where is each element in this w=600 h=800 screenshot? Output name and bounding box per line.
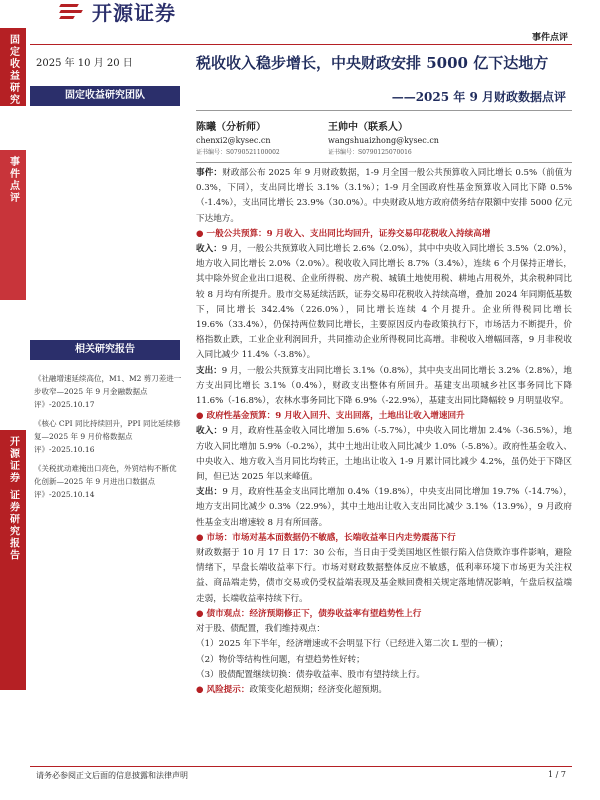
related-report-item[interactable]: 《关税扰动难掩出口亮色，外贸结构不断优化创新—2025 年 9 月进出口数据点评》-2025.10.14 bbox=[34, 464, 177, 499]
side-tag-kysec: 开源证券 证券研究报告 bbox=[0, 430, 26, 690]
related-reports-list bbox=[34, 372, 182, 507]
side-tag-event: 事件点评 bbox=[0, 150, 26, 300]
report-subtitle: ——2025 年 9 月财政数据点评 bbox=[391, 90, 566, 104]
fund-expense-label: 支出： bbox=[196, 487, 223, 498]
expense-text: 9 月，一般公共预算支出同比增长 3.1%（0.8%），其中央支出同比增长 3.2%（2.8%），地方支出同比增长 3.1%（0.4%），财政支出整体有所回升。基建支出项城乡社区事务同比下降 11.6%（-16.8%），农林水事务同比下降 6.9%（-22.9%），基建支出同比降幅较 9 月明显收窄。 bbox=[196, 365, 573, 407]
risk-label: ● 风险提示： bbox=[196, 684, 250, 695]
disclaimer-note: 请务必参阅正文后面的信息披露和法律声明 bbox=[36, 771, 188, 780]
author-cert: 证书编号：S0790125070016 bbox=[328, 149, 412, 156]
related-report-item[interactable]: 《核心 CPI 同比持续回升，PPI 同比延续修复—2025 年 9 月价格数据点评》-2025.10.16 bbox=[34, 419, 181, 454]
view-item: （1）2025 年下半年，经济增速或不会明显下行（已经进入第二次 L 型的一横）； bbox=[196, 639, 508, 650]
report-title: 税收收入稳步增长，中央财政安排 5000 亿下达地方 bbox=[196, 54, 549, 72]
header-tag: 事件点评 bbox=[531, 33, 568, 43]
author-divider bbox=[196, 162, 572, 163]
author-name: 陈曦（分析师） bbox=[196, 122, 266, 133]
report-date: 2025 年 10 月 20 日 bbox=[36, 58, 133, 69]
footer-divider bbox=[30, 766, 572, 767]
event-label: 事件： bbox=[196, 168, 223, 178]
section-heading: ● 债市观点：经济预期修正下，债券收益率有望趋势性上行 bbox=[196, 608, 422, 619]
page-number: 1 / 7 bbox=[548, 770, 566, 779]
related-reports-header: 相关研究报告 bbox=[30, 340, 180, 360]
fund-income-label: 收入： bbox=[196, 426, 223, 437]
fund-expense-text: 9 月，政府性基金支出同比增加 0.4%（19.8%），中央支出同比增加 19.7%（-14.7%），地方支出同比减少 0.3%（22.9%），其中土地出让收入支出同比减少 3.1%（13.9%），9 月政府性基金支出增速较 8 月有所回落。 bbox=[196, 487, 572, 528]
author-card bbox=[328, 118, 439, 156]
report-body bbox=[196, 166, 572, 698]
team-badge: 固定收益研究团队 bbox=[30, 86, 180, 106]
expense-label: 支出： bbox=[196, 365, 222, 376]
side-tag-fixed-income: 固定收益研究 bbox=[0, 28, 26, 106]
author-name: 王帅中（联系人） bbox=[328, 122, 408, 133]
view-item: （3）股债配置继续切换：债券收益率、股市有望持续上行。 bbox=[196, 669, 425, 680]
view-intro: 对于股、债配置，我们维持观点： bbox=[196, 624, 325, 635]
author-email[interactable]: chenxi2@kysec.cn bbox=[196, 136, 271, 145]
brand-logo bbox=[60, 0, 176, 25]
market-text: 财政数据于 10 月 17 日 17：30 公布，当日由于受美国地区性银行陷入信贷欺诈事件影响，避险情绪下，早盘长端收益率下行。市场对财政数据整体反应不敏感，低利率环境下市场更为关注权益、商品端走势，债市交易或仍受权益端表现及基金赎回费相关规定落地情况影响，午盘后权益端走弱，长端收益率持续下行。 bbox=[196, 548, 572, 604]
section-heading: ● 政府性基金预算：9 月收入回升、支出回落，土地出让收入增速回升 bbox=[196, 411, 465, 422]
risk-text: 政策变化超预期；经济变化超预期。 bbox=[249, 684, 387, 695]
section-heading: ● 一般公共预算：9 月收入、支出同比均回升，证券交易印花税收入持续高增 bbox=[196, 228, 491, 239]
section-heading: ● 市场：市场对基本面数据仍不敏感，长端收益率日内走势震荡下行 bbox=[196, 532, 456, 543]
author-card bbox=[196, 118, 280, 156]
logo-mark-icon bbox=[60, 1, 86, 21]
brand-name: 开源证券 bbox=[92, 0, 176, 25]
related-report-item[interactable]: 《社融增速延续高位，M1、M2 剪刀差进一步收窄—2025 年 9 月金融数据点评》-2025.10.17 bbox=[34, 374, 182, 409]
view-item: （2）物价等结构性问题，有望趋势性好转； bbox=[196, 654, 365, 665]
fund-income-text: 9 月，政府性基金收入同比增加 5.6%（-5.7%），中央收入同比增加 2.4%（-36.5%），地方收入同比增加 5.9%（-0.2%），其中土地出让收入同比减少 1.0%（-5.8%）。政府性基金收入、中央收入、地方收入当月同比均转正，土地出让收入 1-9 月累计同比减少 4.2%，虽仍处于下降区间，但已达 2025 年以来峰值。 bbox=[196, 426, 572, 483]
header-divider bbox=[30, 44, 572, 45]
author-email[interactable]: wangshuaizhong@kysec.cn bbox=[328, 136, 439, 145]
income-label: 收入： bbox=[196, 244, 222, 255]
author-cert: 证书编号：S0790521100002 bbox=[196, 149, 280, 156]
income-text: 9 月，一般公共预算收入同比增长 2.6%（2.0%），其中中央收入同比增长 3.5%（2.0%），地方收入同比增长 2.0%（2.0%）。税收收入同比增长 8.7%（3.4%），连续 6 个月保持正增长，其中除外贸企业出口退税、企业所得税、房产税、城镇土地使用税、耕地占用税外，其余税种同比较 8 月均有所提升。股市交易延续活跃，证券交易印花税收入持续高增，叠加 2024 年同期低基数下，同比增长 342.4%（226.0%），同比增长连续 4 个月提升。企业所得税同比增长 19.6%（33.4%），仍保持两位数同比增长，主要原因反内卷政策执行下，市场活力不断提升，价格指数止跌，工业企业利润回升，共同推动企业所得税同比高增。非税收入增幅回落，9 月非税收入同比减少 11.4%（-3.8%）。 bbox=[196, 244, 573, 361]
event-text: 财政部公布 2025 年 9 月财政数据，1-9 月全国一般公共预算收入同比增长 0.5%（前值为 0.3%，下同），支出同比增长 3.1%（3.1%）；1-9 月全国政府性基金预算收入同比下降 0.5%（-1.4%），支出同比增长 23.9%（30.0%）。中央财政从地方政府债务结存限额中安排 5000 亿元下达地方。 bbox=[196, 168, 572, 224]
title-divider bbox=[196, 110, 572, 111]
